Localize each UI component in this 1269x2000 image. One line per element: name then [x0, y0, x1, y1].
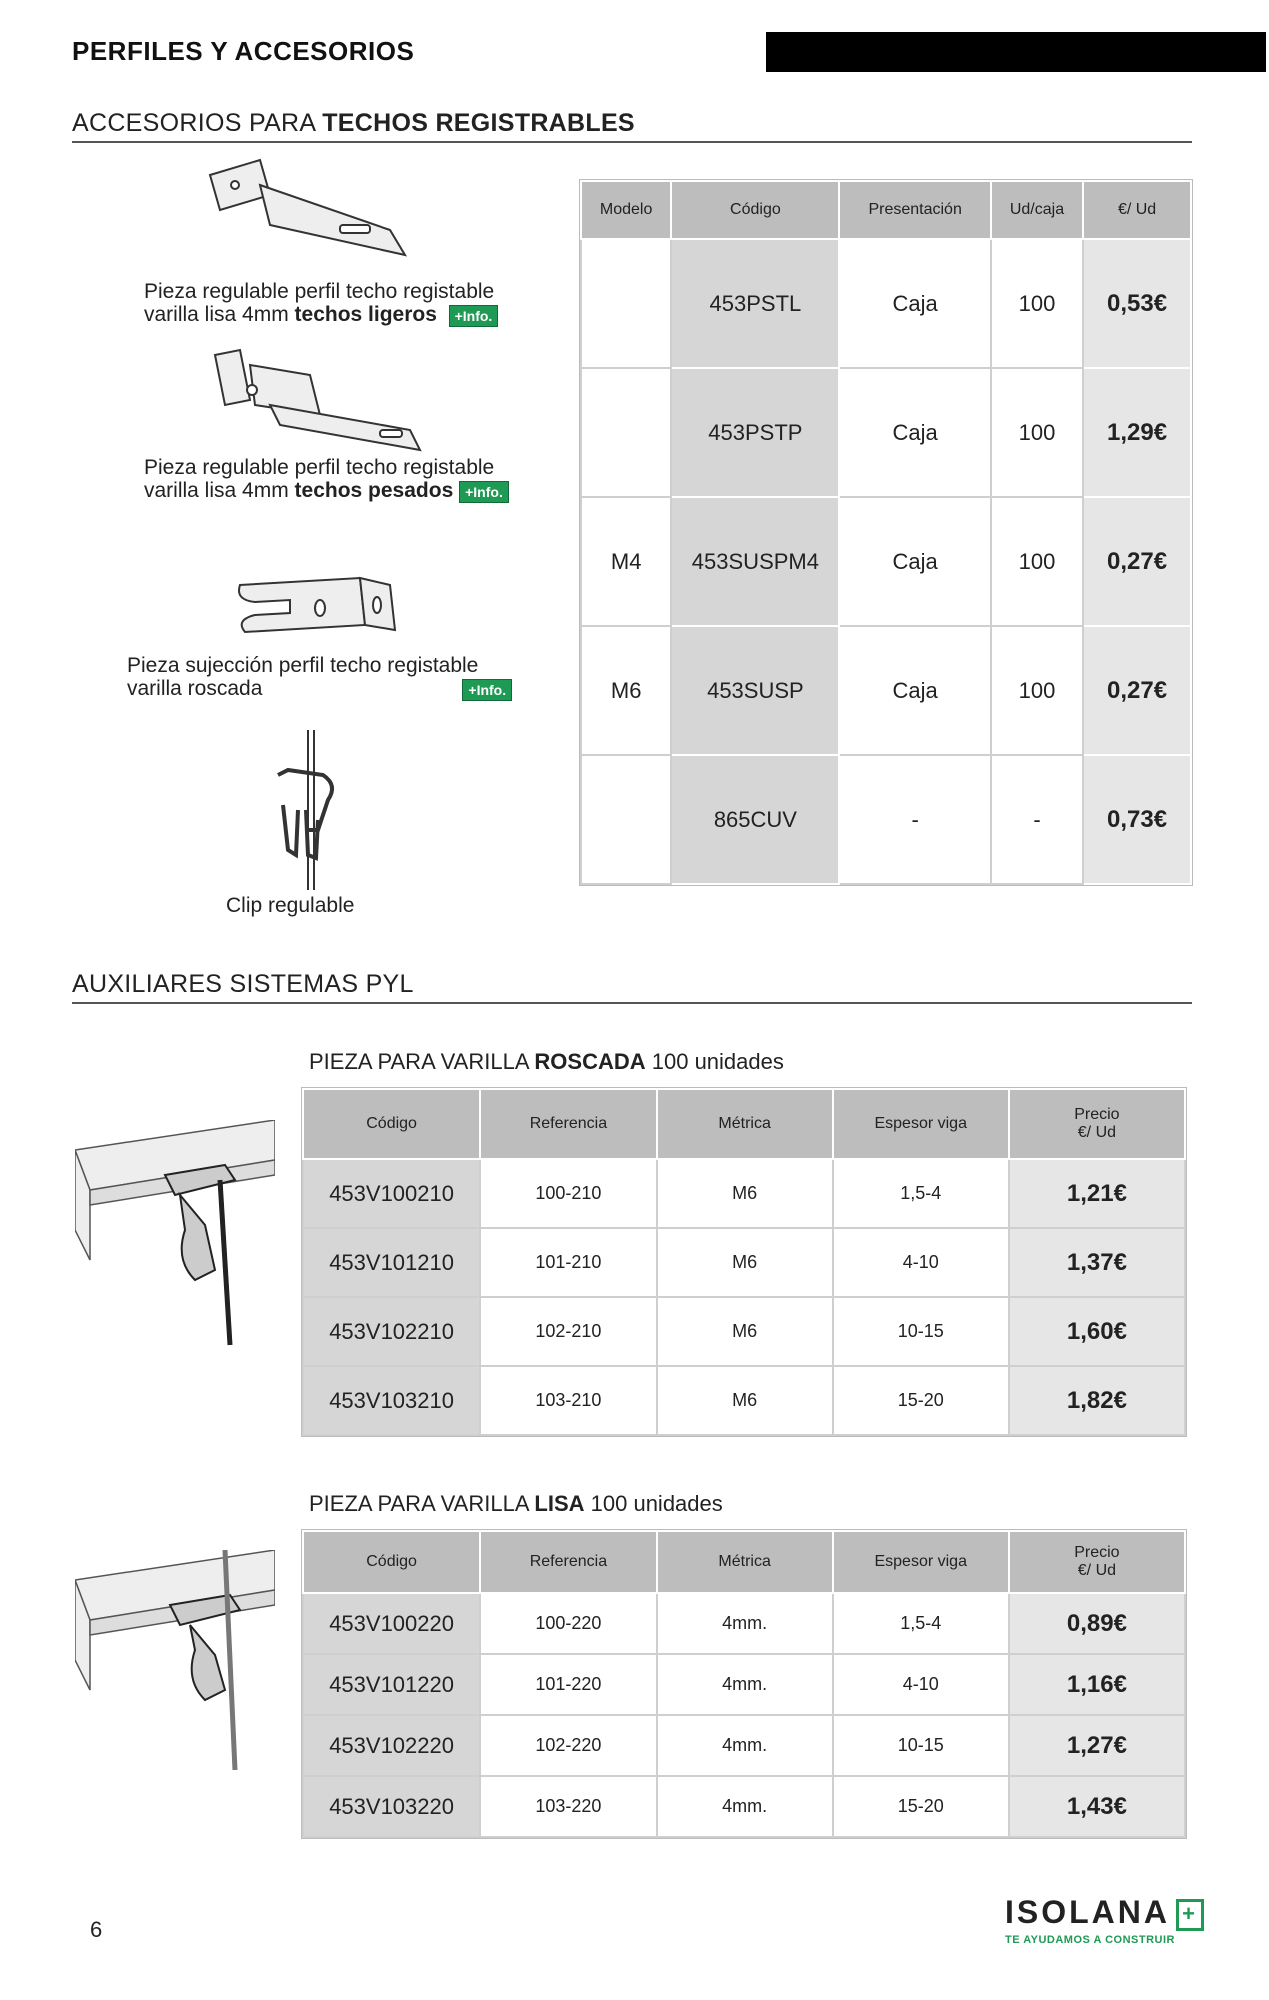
cell-precio: 1,37€	[1009, 1228, 1185, 1297]
cell-precio: 1,27€	[1009, 1715, 1185, 1776]
product-image-pieza-ligeros	[200, 155, 410, 270]
cell-codigo: 453V102220	[303, 1715, 480, 1776]
table-row	[581, 239, 1191, 368]
col-header-precio-line1: Precio	[1074, 1106, 1120, 1123]
col-header-referencia: Referencia	[480, 1531, 656, 1593]
brand-tagline: TE AYUDAMOS A CONSTRUIR	[1005, 1934, 1175, 1946]
col-header-modelo: Modelo	[581, 181, 671, 239]
cell-referencia: 102-220	[480, 1715, 656, 1776]
page-number: 6	[90, 1917, 103, 1942]
table-row	[581, 368, 1191, 497]
product-label-line1: Pieza regulable perfil techo registable	[144, 280, 495, 303]
col-header-espesor: Espesor viga	[833, 1531, 1009, 1593]
cell-espesor: 4-10	[833, 1228, 1009, 1297]
col-header-udcaja: Ud/caja	[991, 181, 1083, 239]
cell-espesor: 10-15	[833, 1715, 1009, 1776]
cell-codigo: 453V103210	[303, 1366, 480, 1435]
product-image-roscada	[75, 1120, 275, 1350]
cell-modelo	[581, 755, 671, 884]
cell-udcaja: 100	[991, 497, 1083, 626]
product-label-clip: Clip regulable	[226, 894, 355, 917]
cell-metrica: M6	[657, 1297, 833, 1366]
cell-precio: 0,73€	[1083, 755, 1191, 884]
table-row	[303, 1159, 1185, 1228]
cell-codigo: 453PSTL	[671, 239, 839, 368]
cell-precio: 0,89€	[1009, 1593, 1185, 1654]
table-row	[581, 755, 1191, 884]
cell-precio: 1,82€	[1009, 1366, 1185, 1435]
col-header-precio: €/ Ud	[1083, 181, 1191, 239]
product-label-line2-bold: techos ligeros	[294, 303, 437, 326]
col-header-precio-line2: €/ Ud	[1077, 1562, 1117, 1579]
subtable-title-suffix: 100 unidades	[645, 1049, 784, 1074]
cell-referencia: 102-210	[480, 1297, 656, 1366]
product-label-line1: Pieza sujección perfil techo registable	[127, 654, 479, 677]
header-bar	[766, 32, 1266, 72]
cell-precio: 0,27€	[1083, 626, 1191, 755]
section-rule	[72, 141, 1192, 143]
subtable-title-roscada	[309, 1049, 784, 1075]
plus-icon: +	[1176, 1899, 1204, 1931]
subtable-title-suffix: 100 unidades	[584, 1491, 723, 1516]
cell-codigo: 453SUSPM4	[671, 497, 839, 626]
cell-precio: 1,43€	[1009, 1776, 1185, 1837]
subtable-title-prefix: PIEZA PARA VARILLA	[309, 1049, 535, 1074]
table-row	[303, 1228, 1185, 1297]
cell-presentacion: Caja	[839, 497, 990, 626]
product-image-lisa	[75, 1550, 275, 1770]
cell-modelo	[581, 368, 671, 497]
subtable-title-lisa	[309, 1491, 723, 1517]
cell-referencia: 103-210	[480, 1366, 656, 1435]
product-label-ligeros	[144, 280, 498, 327]
section-heading-pyl: AUXILIARES SISTEMAS PYL	[72, 970, 414, 998]
table-header-row	[303, 1089, 1185, 1159]
section-heading-techos	[72, 109, 635, 138]
cell-presentacion: Caja	[839, 368, 990, 497]
info-button[interactable]: +Info.	[462, 679, 512, 701]
col-header-referencia: Referencia	[480, 1089, 656, 1159]
table-row	[303, 1593, 1185, 1654]
cell-referencia: 100-220	[480, 1593, 656, 1654]
product-label-line2-prefix: varilla lisa 4mm	[144, 303, 295, 326]
col-header-metrica: Métrica	[657, 1531, 833, 1593]
section-heading-prefix: ACCESORIOS PARA	[72, 109, 323, 137]
cell-presentacion: Caja	[839, 626, 990, 755]
subtable-title-prefix: PIEZA PARA VARILLA	[309, 1491, 535, 1516]
lisa-table	[302, 1530, 1186, 1838]
cell-modelo: M6	[581, 626, 671, 755]
cell-codigo: 453PSTP	[671, 368, 839, 497]
cell-espesor: 1,5-4	[833, 1593, 1009, 1654]
col-header-precio-line2: €/ Ud	[1077, 1124, 1117, 1141]
product-image-clip	[268, 730, 348, 890]
cell-presentacion: -	[839, 755, 990, 884]
cell-codigo: 865CUV	[671, 755, 839, 884]
product-label-line2	[144, 479, 509, 503]
product-label-line2	[144, 303, 498, 327]
col-header-precio	[1009, 1089, 1185, 1159]
info-button[interactable]: +Info.	[449, 305, 499, 327]
cell-udcaja: 100	[991, 239, 1083, 368]
table-row	[581, 626, 1191, 755]
cell-metrica: M6	[657, 1228, 833, 1297]
col-header-codigo: Código	[303, 1089, 480, 1159]
cell-precio: 0,53€	[1083, 239, 1191, 368]
cell-presentacion: Caja	[839, 239, 990, 368]
cell-codigo: 453V100210	[303, 1159, 480, 1228]
cell-codigo: 453V103220	[303, 1776, 480, 1837]
product-label-line2-prefix: varilla lisa 4mm	[144, 479, 295, 502]
product-label-line1: Pieza regulable perfil techo registable	[144, 456, 495, 479]
cell-espesor: 15-20	[833, 1776, 1009, 1837]
cell-precio: 1,29€	[1083, 368, 1191, 497]
page-title: PERFILES Y ACCESORIOS	[72, 36, 415, 66]
cell-codigo: 453V100220	[303, 1593, 480, 1654]
cell-precio: 1,60€	[1009, 1297, 1185, 1366]
cell-modelo	[581, 239, 671, 368]
cell-metrica: 4mm.	[657, 1593, 833, 1654]
product-label-line2	[127, 677, 512, 701]
table-row	[303, 1715, 1185, 1776]
brand-logo-name: ISOLANA	[1005, 1894, 1170, 1930]
cell-udcaja: 100	[991, 626, 1083, 755]
roscada-table	[302, 1088, 1186, 1436]
cell-espesor: 4-10	[833, 1654, 1009, 1715]
col-header-presentacion: Presentación	[839, 181, 990, 239]
table-row	[581, 497, 1191, 626]
product-label-sujeccion	[127, 654, 512, 701]
product-label-pesados	[144, 456, 509, 503]
table-header-row	[581, 181, 1191, 239]
cell-espesor: 10-15	[833, 1297, 1009, 1366]
cell-metrica: 4mm.	[657, 1654, 833, 1715]
col-header-codigo: Código	[303, 1531, 480, 1593]
cell-codigo: 453V101210	[303, 1228, 480, 1297]
cell-referencia: 103-220	[480, 1776, 656, 1837]
cell-codigo: 453V102210	[303, 1297, 480, 1366]
product-image-pieza-pesados	[210, 345, 430, 455]
cell-metrica: M6	[657, 1366, 833, 1435]
cell-referencia: 100-210	[480, 1159, 656, 1228]
cell-modelo: M4	[581, 497, 671, 626]
cell-codigo: 453SUSP	[671, 626, 839, 755]
cell-udcaja: 100	[991, 368, 1083, 497]
cell-precio: 0,27€	[1083, 497, 1191, 626]
table-row	[303, 1654, 1185, 1715]
cell-metrica: 4mm.	[657, 1776, 833, 1837]
cell-precio: 1,21€	[1009, 1159, 1185, 1228]
cell-espesor: 1,5-4	[833, 1159, 1009, 1228]
product-image-pieza-sujeccion	[230, 570, 400, 650]
cell-referencia: 101-210	[480, 1228, 656, 1297]
info-button[interactable]: +Info.	[459, 481, 509, 503]
col-header-espesor: Espesor viga	[833, 1089, 1009, 1159]
table-header-row	[303, 1531, 1185, 1593]
col-header-precio-line1: Precio	[1074, 1544, 1120, 1561]
cell-codigo: 453V101220	[303, 1654, 480, 1715]
table-row	[303, 1366, 1185, 1435]
cell-udcaja: -	[991, 755, 1083, 884]
cell-espesor: 15-20	[833, 1366, 1009, 1435]
subtable-title-bold: ROSCADA	[534, 1049, 646, 1074]
cell-referencia: 101-220	[480, 1654, 656, 1715]
product-label-line2-prefix: varilla roscada	[127, 677, 263, 700]
section-heading-bold: TECHOS REGISTRABLES	[322, 109, 635, 137]
table-row	[303, 1297, 1185, 1366]
product-label-line2-bold: techos pesados	[294, 479, 454, 502]
col-header-precio	[1009, 1531, 1185, 1593]
cell-metrica: 4mm.	[657, 1715, 833, 1776]
table-row	[303, 1776, 1185, 1837]
cell-metrica: M6	[657, 1159, 833, 1228]
brand-logo	[1005, 1894, 1204, 1931]
techos-table	[580, 180, 1192, 885]
section-rule	[72, 1002, 1192, 1004]
cell-precio: 1,16€	[1009, 1654, 1185, 1715]
subtable-title-bold: LISA	[534, 1491, 585, 1516]
col-header-metrica: Métrica	[657, 1089, 833, 1159]
col-header-codigo: Código	[671, 181, 839, 239]
